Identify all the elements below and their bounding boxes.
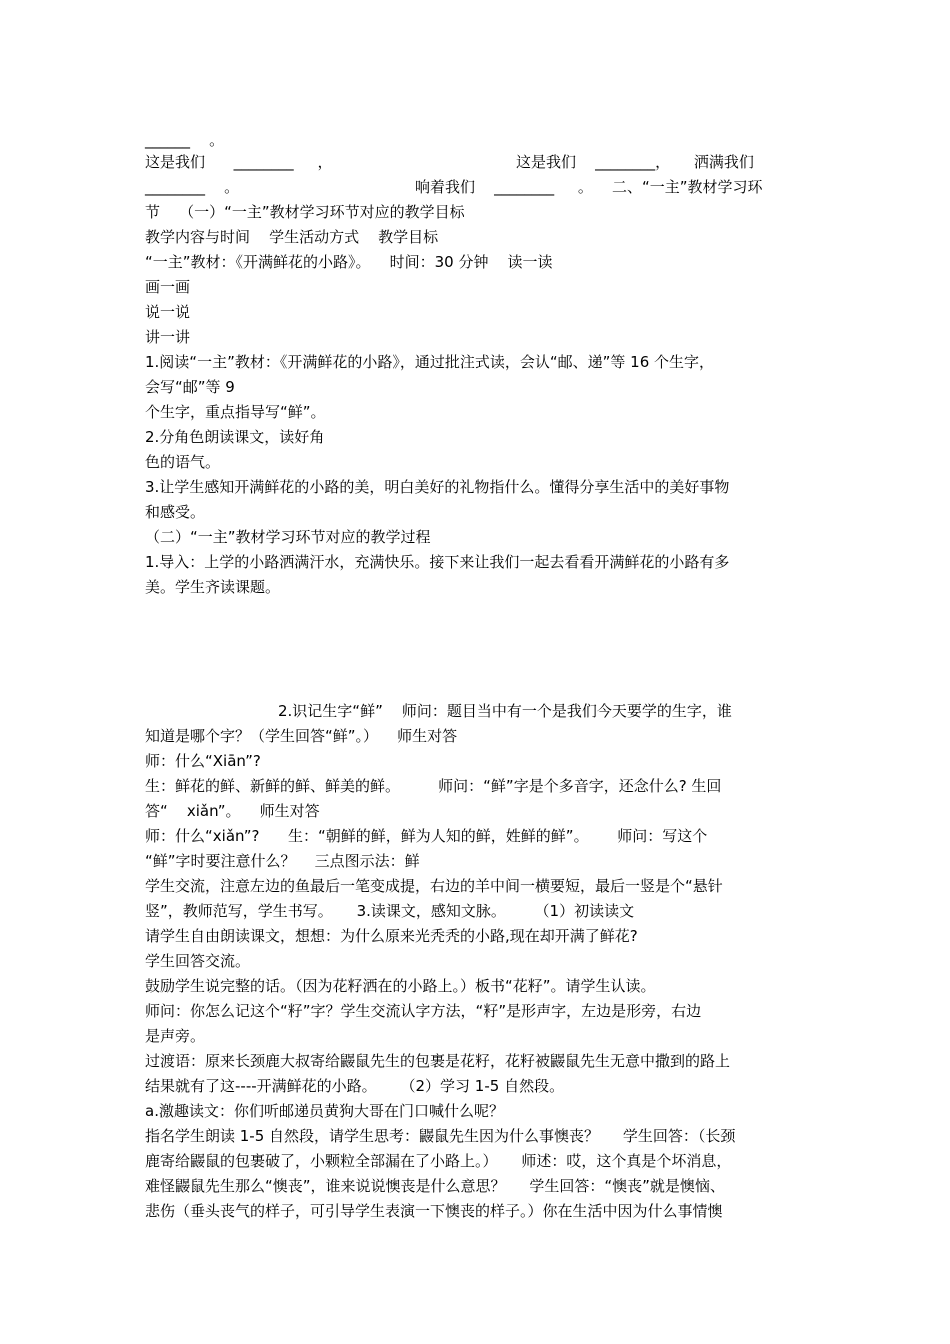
- text-line: ________ 。: [145, 178, 240, 196]
- table-header-line: 教学内容与时间 学生活动方式 教学目标: [145, 228, 439, 246]
- text-line: “一主”教材：《开满鲜花的小路》。 时间：30 分钟 读一读: [145, 253, 553, 271]
- section-heading: （二）“一主”教材学习环节对应的教学过程: [145, 528, 431, 546]
- text-line: “鲜”字时要注意什么？ 三点图示法：鲜: [145, 852, 420, 870]
- text-line: 师：什么“Xiān”?: [145, 752, 261, 770]
- text-line: 说一说: [145, 303, 191, 321]
- text-line: 色的语气。: [145, 453, 221, 471]
- text-line: 1.导入：上学的小路洒满汗水，充满快乐。接下来让我们一起去看看开满鲜花的小路有多: [145, 553, 730, 571]
- text-line: 答“ xiǎn”。 师生对答: [145, 802, 320, 820]
- text-line: 和感受。: [145, 503, 206, 521]
- text-line: 悲伤（垂头丧气的样子，可引导学生表演一下懊丧的样子。）你在生活中因为什么事情懊: [145, 1202, 723, 1220]
- text-line: 生：鲜花的鲜、新鲜的鲜、鲜美的鲜。 师问：“鲜”字是个多音字，还念什么? 生回: [145, 777, 722, 795]
- text-line: 节 （一）“一主”教材学习环节对应的教学目标: [145, 203, 465, 221]
- text-line: 学生回答交流。: [145, 952, 251, 970]
- text-line: 师问：你怎么记这个“籽”字？学生交流认字方法，“籽”是形声字，左边是形旁，右边: [145, 1002, 702, 1020]
- text-line: 个生字，重点指导写“鲜”。: [145, 403, 326, 421]
- text-line: 3.让学生感知开满鲜花的小路的美，明白美好的礼物指什么。懂得分享生活中的美好事物: [145, 478, 730, 496]
- text-line: 这是我们 ________， 洒满我们: [516, 153, 754, 171]
- text-line: 鹿寄给鼹鼠的包裹破了，小颗粒全部漏在了小路上。） 师述：哎，这个真是个坏消息，: [145, 1152, 732, 1170]
- text-line: 请学生自由朗读课文，想想：为什么原来光秃秃的小路,现在却开满了鲜花?: [145, 927, 638, 945]
- text-line: ______ 。: [145, 131, 225, 149]
- text-line: 这是我们 ________ ，: [145, 153, 333, 171]
- text-line: 难怪鼹鼠先生那么“懊丧”，谁来说说懊丧是什么意思？ 学生回答：“懊丧”就是懊恼、: [145, 1177, 725, 1195]
- text-line: a.激趣读文：你们听邮递员黄狗大哥在门口喊什么呢？: [145, 1102, 504, 1120]
- text-line: 学生交流，注意左边的鱼最后一笔变成提，右边的羊中间一横要短，最后一竖是个“悬针: [145, 877, 723, 895]
- text-line: 过渡语：原来长颈鹿大叔寄给鼹鼠先生的包裹是花籽，花籽被鼹鼠先生无意中撒到的路上: [145, 1052, 731, 1070]
- text-line: 会写“邮”等 9: [145, 378, 235, 396]
- text-line: 美。学生齐读课题。: [145, 578, 281, 596]
- text-line: 结果就有了这----开满鲜花的小路。 （2）学习 1-5 自然段。: [145, 1077, 565, 1095]
- text-line: 画一画: [145, 278, 191, 296]
- text-line: 1.阅读“一主”教材：《开满鲜花的小路》，通过批注式读，会认“邮、递”等 16 个生字，: [145, 353, 715, 371]
- text-line: 是声旁。: [145, 1027, 206, 1045]
- text-line: 讲一讲: [145, 328, 191, 346]
- text-line: 指名学生朗读 1-5 自然段，请学生思考：鼹鼠先生因为什么事懊丧？ 学生回答：（长颈: [145, 1127, 736, 1145]
- text-line: 知道是哪个字？（学生回答“鲜”。） 师生对答: [145, 727, 458, 745]
- text-line: 竖”，教师范写，学生书写。 3.读课文，感知文脉。 （1）初读读文: [145, 902, 635, 920]
- text-line: 2.分角色朗读课文，读好角: [145, 428, 325, 446]
- text-line: 师：什么“xiǎn”? 生：“朝鲜的鲜，鲜为人知的鲜，姓鲜的鲜”。 师问：写这个: [145, 827, 708, 845]
- text-line: 响着我们 ________ 。 二、“一主”教材学习环: [415, 178, 763, 196]
- text-line: 鼓励学生说完整的话。（因为花籽洒在的小路上。）板书“花籽”。请学生认读。: [145, 977, 656, 995]
- text-line: 2.识记生字“鲜” 师问：题目当中有一个是我们今天要学的生字，谁: [278, 702, 732, 720]
